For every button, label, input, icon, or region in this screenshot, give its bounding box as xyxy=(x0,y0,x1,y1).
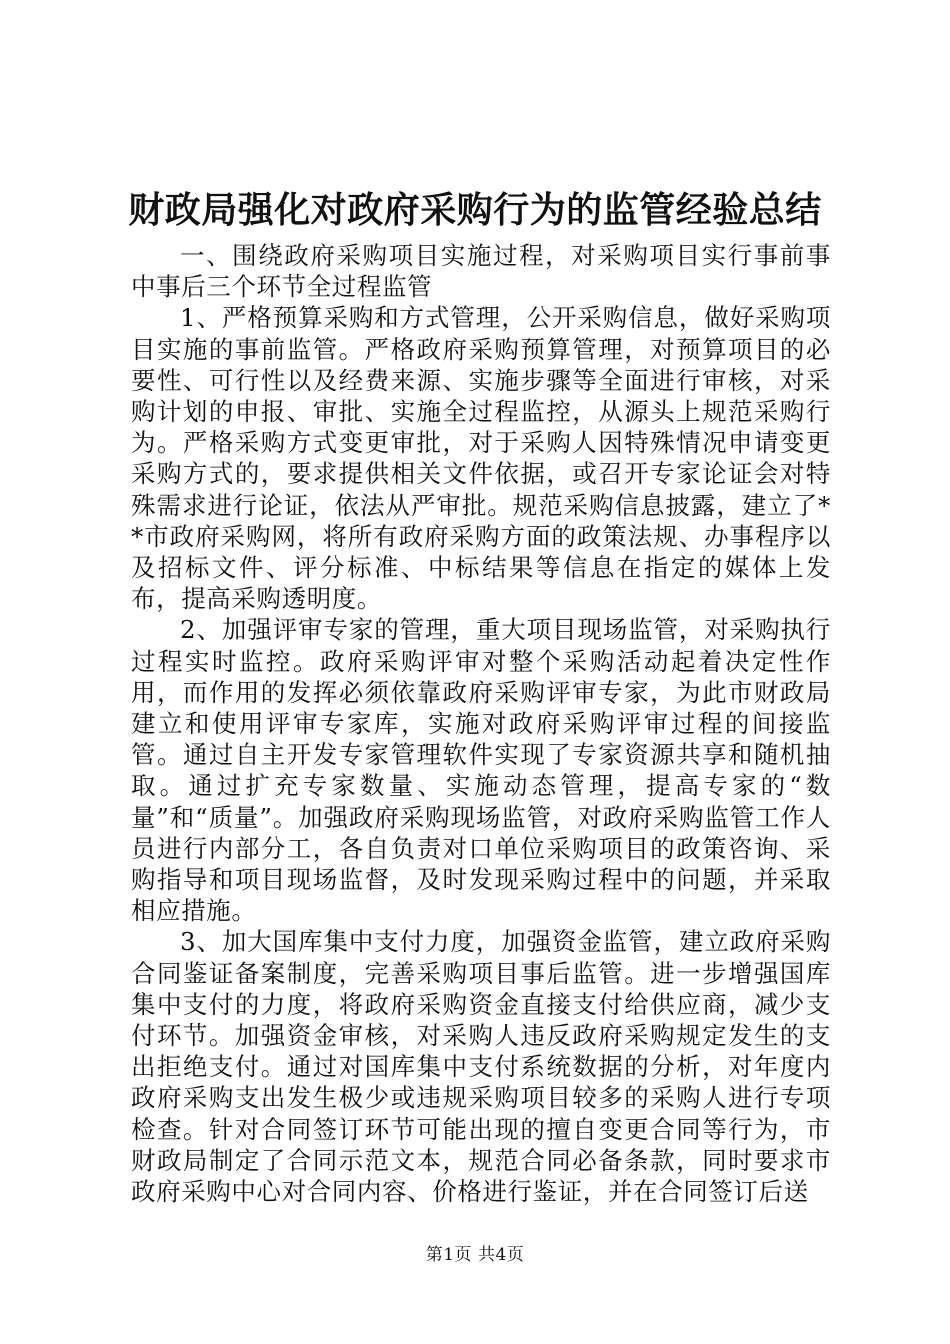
body-paragraph-1: 1、严格预算采购和方式管理，公开采购信息，做好采购项目实施的事前监管。严格政府采购预算管理，对预算项目的必要性、可行性以及经费来源、实施步骤等全面进行审核，对采购计划的申报、审批、实施全过程监控，从源头上规范采购行为。严格采购方式变更审批，对于采购人因特殊情况申请变更采购方式的，要求提供相关文件依据，或召开专家论证会对特殊需求进行论证，依法从严审批。规范采购信息披露，建立了**市政府采购网，将所有政府采购方面的政策法规、办事程序以及招标文件、评分标准、中标结果等信息在指定的媒体上发布，提高采购透明度。 xyxy=(131,303,831,614)
body-paragraph-2: 2、加强评审专家的管理，重大项目现场监管，对采购执行过程实时监控。政府采购评审对整个采购活动起着决定性作用，而作用的发挥必须依靠政府采购评审专家，为此市财政局建立和使用评审专家库，实施对政府采购评审过程的间接监管。通过自主开发专家管理软件实现了专家资源共享和随机抽取。通过扩充专家数量、实施动态管理，提高专家的“数量”和“质量”。加强政府采购现场监管，对政府采购监管工作人员进行内部分工，各自负责对口单位采购项目的政策咨询、采购指导和项目现场监督，及时发现采购过程中的问题，并采取相应措施。 xyxy=(131,615,831,926)
section-heading-paragraph: 一、围绕政府采购项目实施过程，对采购项目实行事前事中事后三个环节全过程监管 xyxy=(131,241,831,302)
body-paragraph-3: 3、加大国库集中支付力度，加强资金监管，建立政府采购合同鉴证备案制度，完善采购项目事后监管。进一步增强国库集中支付的力度，将政府采购资金直接支付给供应商，减少支付环节。加强资金审核，对采购人违反政府采购规定发生的支出拒绝支付。通过对国库集中支付系统数据的分析，对年度内政府采购支出发生极少或违规采购项目较多的采购人进行专项检查。针对合同签订环节可能出现的擅自变更合同等行为，市财政局制定了合同示范文本，规范合同必备条款，同时要求市政府采购中心对合同内容、价格进行鉴证，并在合同签订后送 xyxy=(131,927,831,1207)
document-title: 财政局强化对政府采购行为的监管经验总结 xyxy=(128,189,822,231)
document-body xyxy=(131,240,831,1207)
page-footer: 第1页 共4页 xyxy=(425,1245,525,1265)
